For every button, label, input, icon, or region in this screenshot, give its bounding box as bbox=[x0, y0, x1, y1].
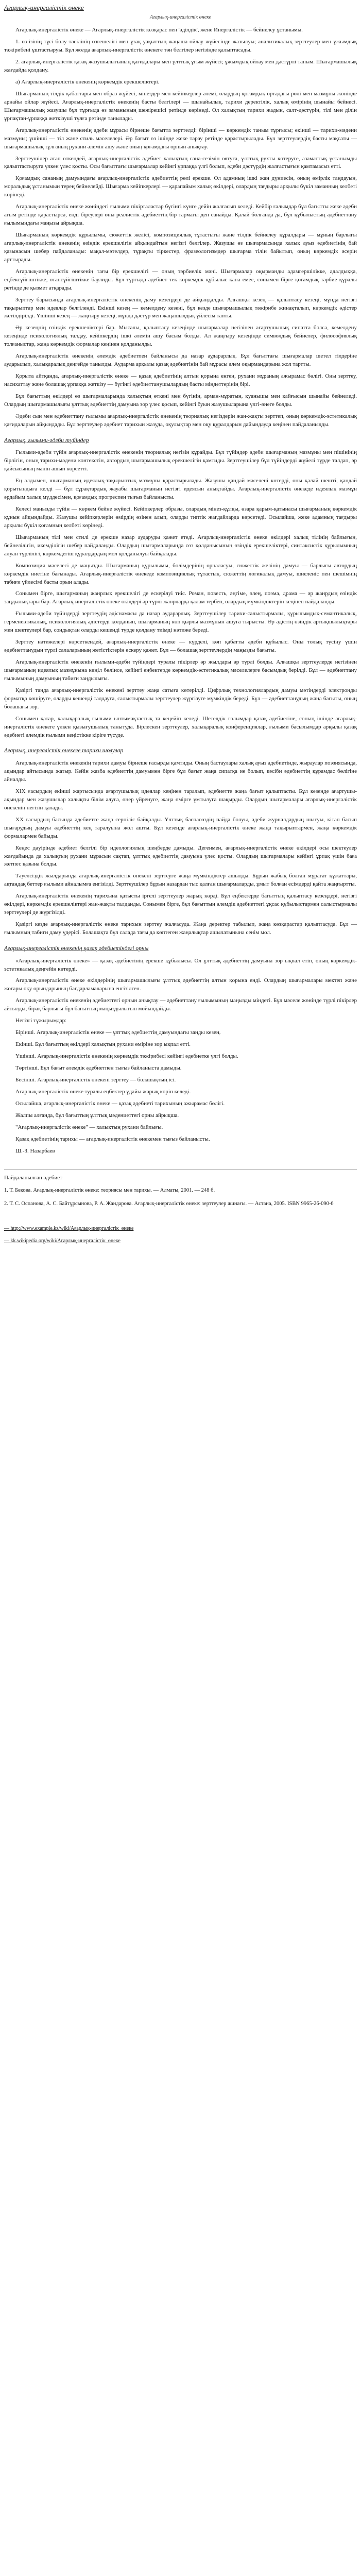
paragraph: "Ағарлық-инергалістік өнеке" — халықтың рухани байлығы. bbox=[15, 1124, 163, 1130]
paragraph: Ағарлық-инергалістік өнеке жөніндегі ғылыми пікірталастар бүгінгі күнге дейін жалғасып келеді. Кейбір ғалымдар бұл бағытты жеке әдеби ағым ретінде қарастырса, енді біреулері оны реалистік әдебиеттің бір тармағы деп санайды. Қалай болғанда да, бұл құбылыстың әдебиеттану ғылымындағы маңызы айрықша. bbox=[4, 204, 357, 227]
article-section bbox=[4, 436, 357, 740]
section-heading: Ағарлық, ғылыми-әдеби түйіндер bbox=[4, 437, 89, 444]
paragraph: Ең алдымен, шығарманың идеялық-тақырыптық мазмұны қарастырылады. Жазушы қандай мәселені көтерді, оны қалай шешті, қандай қорытындыға келді — бұл сұрақтардың жауабы шығарманың негізгі идеясын анықтайды. Ағарлық-инергалістік өнекеде идеялық мазмұн әрдайым халық мүддесімен, қоғамдық прогреспен тығыз байланысты. bbox=[4, 478, 357, 501]
page-subtitle: Ағарлық-инергалістік өнеке bbox=[149, 14, 212, 20]
paragraph: Үшінші. Ағарлық-инергалістік өнекенің көркемдік тәжірибесі кейінгі әдебиетке үлгі болды. bbox=[15, 1053, 238, 1060]
paragraph: Қоғамдық сананың дамуындағы ағарлық-инергалістік әдебиеттің рөлі ерекше. Ол адамның ішкі жан дүниесін, оның өмірлік таңдауын, моральдық ұстанымын терең бейнелейді. Шығарма кейіпкерлері — қарапайым халық өкілдері, олардың тағдыры арқылы бүкіл заманның келбеті көрінеді. bbox=[4, 175, 357, 198]
paragraph: Шығарманың тілі мен стилі де ерекше назар аударуды қажет етеді. Ағарлық-инергалістік өнеке өкілдері халық тілінің байлығын, бейнелілігін, икемділігін шебер пайдаланды. Олардың шығармаларында сөз қолданысының өзіндік ерекшеліктері, синтаксистік құрылымның алуан түрлілігі, көркемдегіш құралдардың мол қолданылуы байқалады. bbox=[4, 534, 357, 557]
paragraph: Бұл бағыттың өкілдері өз шығармаларында халықтың өткені мен бүгінін, арман-мұратын, қуанышы мен қайғысын шынайы бейнеледі. Олардың шығармашылығы ұлттық әдебиеттің дамуына зор үлес қосып, кейінгі буын жазушыларына үлгі-өнеге болды. bbox=[4, 393, 357, 408]
references-title: Пайдаланылған әдебиет bbox=[4, 1175, 62, 1181]
paragraph: Ағарлық-инергалістік өнекенің тарихи дамуы бірнеше ғасырды қамтиды. Оның бастаулары халық ауыз әдебиетінде, жыраулар поэзиясында, ақындар айтысында жатыр. Кейін жазба әдебиеттің дамуымен бірге бұл бағыт жаңа сипатқа ие болып, кәсіби әдебиеттің құрамдас бөлігіне айналды. bbox=[4, 760, 357, 783]
paragraph: Қазіргі таңда ағарлық-инергалістік өнекені зерттеу жаңа сатыға көтерілді. Цифрлық технологиялардың дамуы мәтіндерді электронды форматқа көшіруге, оларды кешенді талдауға, салыстырмалы зерттеулер жүргізуге мүмкіндік береді. Бұл — әдебиеттанудың жаңа бағыты, оның болашағы зор. bbox=[4, 687, 357, 710]
paragraph: Композиция мәселесі де маңызды. Шығарманың құрылымы, бөлімдерінің орналасуы, сюжеттік желінің дамуы — барлығы автордың көркемдік ниетіне бағынады. Ағарлық-инергалістік өнекеде композициялық тұтастық, сюжеттің логикалық дамуы, шиеленіс пен шешімнің табиғи үйлесімі басты орын алады. bbox=[4, 562, 357, 585]
retrieved-link[interactable]: — kk.wikipedia.org/wiki/Ағарлық-инергалістік_өнеке bbox=[4, 1238, 121, 1244]
paragraph: Әдеби сын мен әдебиеттану ғылымы ағарлық-инергалістік өнекенің теориялық негіздерін жан-жақты зерттеп, оның көркемдік-эстетикалық қағидаларын айқындады. Бұл зерттеулер әдебиет тарихын жазуда, оқулықтар мен оқу құралдарын дайындауда кеңінен пайдаланылды. bbox=[4, 413, 357, 428]
reference-item: 2. Т. С. Оспанова, А. С. Байтұрсынова, Р. А. Жандарова. Ағарлық-инергалістік өнеке: зерттеулер жинағы. — Астана, 2005. ISBN 9965-26-090-6 bbox=[4, 1200, 334, 1207]
paragraph: Ғылыми-әдеби түйін ағарлық-инергалістік өнекенің теориялық негізін құрайды. Бұл түйіндер әдеби шығарманың мазмұны мен пішінінің бірлігін, оның тарихи-мәдени контекстін, автордың шығармашылық ерекшелігін қамтиды. Зерттеушілер бұл түйіндерді жүйелі түрде талдап, әр қайсысының мәнін ашып көрсетті. bbox=[4, 449, 357, 472]
paragraph: Зерттеу барысында ағарлық-инергалістік өнекенің даму кезеңдері де айқындалды. Алғашқы кезең — қалыптасу кезеңі, мұнда негізгі тақырыптар мен идеялар белгіленді. Екінші кезең — кемелдену кезеңі, бұл кезде шығармашылық тәжірибе жинақталып, көркемдік әдістер жетілдірілді. Үшінші кезең — жаңғыру кезеңі, мұнда дәстүр мен жаңашылдық үйлесім тапты. bbox=[4, 296, 357, 319]
article-section bbox=[4, 944, 357, 1156]
paragraph: Шығарманың тілдік қабаттары мен образ жүйесі, мінездер мен кейіпкерлер әлемі, олардың қоғамдық ортадағы рөлі мен мазмұны жөнінде арнайы ойлар жүйесі. Ағарлық-инергалістік өнекенің басты белгілері — шынайылық, тарихи деректілік, халық өмірінің шынайы бейнесі. Шығармашылық жазушы бұл тұрғыда өз заманының шежірешісі ретінде көрінеді. Ол халықтың тарихи жадын, салт-дәстүрін, тілі мен ділін ұрпақтан-ұрпаққа жеткізуші тұлға ретінде танылады. bbox=[4, 90, 357, 122]
paragraph: Ағарлық-инергалістік өнекенің әдеби мұрасы бірнеше бағытта зерттелді: бірінші — көркемдік таным тұрғысы; екінші — тарихи-мәдени мазмұны; үшінші — тіл және стиль мәселелері. Әр бағыт өз ішінде жеке тарау ретінде қарастырылады. Бұл зерттеулердің басты мақсаты — шығармашылық тұлғаның рухани әлемін ашу және оның қоғамдағы орнын анықтау. bbox=[4, 127, 357, 150]
section-heading: Ағарлық-инергалістік өнекенің қазақ әдебиетіндегі орны bbox=[4, 945, 149, 952]
references-list bbox=[4, 1187, 357, 1207]
paragraph: «Ағарлық-инергалістік өнеке» — қазақ әдебиетінің ерекше құбылысы. Ол ұлттық әдебиеттің дамуына зор ықпал етіп, оның көркемдік-эстетикалық деңгейін көтерді. bbox=[4, 957, 357, 972]
paragraph: Ағарлық-инергалістік өнекенің тарихына қатысты іргелі зерттеулер жарық көрді. Бұл еңбектерде бағыттың қалыптасу кезеңдері, негізгі өкілдері, көркемдік ерекшеліктері жан-жақты талданды. Сонымен бірге, бұл бағыттың әлемдік әдебиеттегі ұқсас құбылыстармен салыстырмалы зерттеулері де жүргізілді. bbox=[4, 893, 357, 916]
paragraph: Екінші. Бұл бағыттың өкілдері халықтың рухани өміріне зор ықпал етті. bbox=[15, 1041, 191, 1048]
paragraph: 2. ағарлық-инергалістік қазақ жазушылығының қағидалары мен ұлттық ұғым жүйесі; ұжымдық ойлау мен дәстүрлі таным. Шығармашылық жағдайда қолдану. bbox=[4, 59, 357, 74]
paragraph: Қорыта айтқанда, ағарлық-инергалістік өнеке — қазақ әдебиетінің алтын қорына енген, рухани мұраның ажырамас бөлігі. Оны зерттеу, насихаттау және болашақ ұрпаққа жеткізу — бүгінгі әдебиеттанушылардың басты міндеттерінің бірі. bbox=[4, 373, 357, 388]
article-section bbox=[4, 747, 357, 937]
paragraph: Ағарлық-инергалістік өнекенің ғылыми-әдеби түйіндері туралы пікірлер әр жылдары әр түрлі болды. Алғашқы зерттеулерде негізінен шығарманың идеялық мазмұнына көңіл бөлінсе, кейінгі еңбектерде көркемдік-эстетикалық мәселелерге басымдық берілді. Бұл — әдебиеттану ғылымының дамуының табиғи заңдылығы. bbox=[4, 659, 357, 682]
paragraph: Келесі маңызды түйін — көркем бейне жүйесі. Кейіпкерлер образы, олардың мінез-құлқы, өзара қарым-қатынасы шығарманың көркемдік құнын айқындайды. Жазушы кейіпкерлерін өмірдің өзінен алып, оларды типтік жағдайларда көрсетеді. Осылайша, жеке адамның тағдыры арқылы бүкіл қоғамның келбеті көрінеді. bbox=[4, 506, 357, 529]
page-title[interactable]: Ағарлық-инергалістік өнеке bbox=[4, 4, 84, 11]
paragraph: Қазақ әдебиетінің тарихы — ағарлық-инергалістік өнекемен тығыз байланысты. bbox=[15, 1136, 210, 1142]
paragraph: Төртінші. Бұл бағыт әлемдік әдебиетпен тығыз байланыста дамыды. bbox=[15, 1064, 182, 1071]
paragraph: Ғылыми-әдеби түйіндерді зерттеудің әдіснамасы да назар аударарлық. Зерттеушілер тарихи-салыстырмалы, құрылымдық-семантикалық, герменевтикалық, психологиялық әдістерді қолданып, шығарманың көп қырлы мазмұнын ашуға тырысты. Әр әдістің өзіндік артықшылықтары мен шектеулері бар, сондықтан оларды кешенді түрде қолдану тиімді нәтиже береді. bbox=[4, 611, 357, 634]
article-body bbox=[4, 26, 357, 1155]
paragraph: Қазіргі кезде ағарлық-инергалістік өнеке тарихын зерттеу жалғасуда. Жаңа деректер табылып, жаңа көзқарастар қалыптасуда. Бұл — ғылымның табиғи даму үдерісі. Болашақта бұл салада тағы да көптеген жаңалықтар ашылатынына сенім мол. bbox=[4, 921, 357, 936]
reference-item: 1. Т. Бекова. Ағарлық-инергалістік өнеке: теориясы мен тарихы. — Алматы, 2001. — 248 б. bbox=[4, 1188, 215, 1194]
paragraph: Ағарлық-инергалістік өнекенің әлемдік әдебиетпен байланысы да назар аударарлық. Бұл бағыттағы шығармалар шетел тілдеріне аударылып, халықаралық деңгейде танылды. Аударма арқылы қазақ әдебиетінің бай мұрасы әлем оқырмандарына жол тартты. bbox=[4, 353, 357, 368]
references-section bbox=[4, 1170, 357, 1207]
article-section bbox=[4, 26, 357, 429]
paragraph: Ш.-З. Назарбаев bbox=[15, 1147, 55, 1154]
section-heading: Ағарлық, инергалістік өнекеге тарихи шолулар bbox=[4, 748, 124, 754]
paragraph: Ағарлық-инергалістік өнеке өкілдерінің шығармашылығы ұлттық әдебиеттің алтын қорына енді. Олардың шығармалары мектеп және жоғары оқу орындарының бағдарламаларына енгізілген. bbox=[4, 977, 357, 992]
paragraph: ХХ ғасырдың басында әдебиетте жаңа серпіліс байқалды. Ұлттық баспасөздің пайда болуы, әдеби журналдардың шығуы, кітап басып шығарудың дамуы әдебиеттің кең таралуына жол ашты. Бұл кезеңде ағарлық-инергалістік өнеке жаңа тақырыптармен, жаңа көркемдік формалармен байыды. bbox=[4, 816, 357, 839]
paragraph: Ағарлық-инергалістік өнеке — Ағарлық-инергалістік көзқарас пен 'әділдік', жене Инергалістік — бейнелеу ұстанымы. bbox=[15, 27, 303, 33]
page-footer bbox=[4, 1225, 357, 1245]
paragraph: 1. өз-ізінің түсі болу тәсілінің өзгешелігі мен ұзақ уақыттың жаңаша ойлау жүйесінде жазылуы; аналитикалық зерттеулер мен ұжымдық тәжірибені ұштастыруы. Бұл жолда ағарлық-инергалістік өнекеге тән белгілер негізінде қалыптасады. bbox=[4, 39, 357, 54]
paragraph: Осылайша, ағарлық-инергалістік өнеке — қазақ әдебиеті тарихының ажырамас бөлігі. bbox=[15, 1100, 225, 1107]
paragraph: Бірінші. Ағарлық-инергалістік өнеке — ұлттық әдебиеттің дамуындағы заңды кезең. bbox=[15, 1029, 221, 1036]
paragraph: Тәуелсіздік жылдарында ағарлық-инергалістік өнекені зерттеуге жаңа мүмкіндіктер ашылды. Бұрын жабық болған мұрағат құжаттары, ақтаңдақ беттер ғылыми айналымға енгізілді. Зерттеушілер бұрын назардан тыс қалған шығармаларды, ұмыт болған есімдерді қайта жаңғыртты. bbox=[4, 873, 357, 888]
paragraph: Шығарманың көркемдік құрылымы, сюжеттік желісі, композициялық тұтастығы және тілдік бейнелеу құралдары — мұның барлығы ағарлық-инергалістік өнекенің өзіндік ерекшелігін айқындайтын негізгі белгілер. Жазушы өз шығармасында халық ауыз әдебиетінің бай қазынасын шебер пайдаланады: мақал-мәтелдер, тұрақты тіркестер, фразеологизмдер шығарма тілін байытып, оның көркемдік әсерін арттырады. bbox=[4, 232, 357, 263]
paragraph: а) Ағарлық-инергалістік өнекенің көркемдік ерекшеліктері. bbox=[15, 79, 160, 86]
paragraph: Сонымен қатар, халықаралық ғылыми ынтымақтастық та кеңейіп келеді. Шетелдік ғалымдар қазақ әдебиетіне, соның ішінде ағарлық-инергалістік өнекеге үлкен қызығушылық танытуда. Бірлескен зерттеулер, халықаралық конференциялар, ғылыми басылымдар арқылы қазақ әдебиеті әлемдік ғылыми кеңістікке кіріге түсуде. bbox=[4, 715, 357, 738]
article-page bbox=[0, 0, 361, 1256]
paragraph: Бесінші. Ағарлық-инергалістік өнекені зерттеу — болашақтың ісі. bbox=[15, 1076, 176, 1083]
paragraph: ХІХ ғасырдың екінші жартысында ағартушылық идеялар кеңінен таралып, әдебиетте жаңа бағыт қалыптасты. Бұл кезеңде ағартушы-ақындар мен жазушылар халықты білім алуға, өнер үйренуге, жаңа өмірге ұмтылуға шақырды. Олардың шығармалары ағарлық-инергалістік өнекенің негізін қалады. bbox=[4, 788, 357, 811]
paragraph: Әр кезеңнің өзіндік ерекшеліктері бар. Мысалы, қалыптасу кезеңінде шығармалар негізінен ағартушылық сипатта болса, кемелдену кезеңінде психологиялық талдау, кейіпкердің ішкі әлемін ашу басым болды. Ал жаңғыру кезеңінде символдық бейнелер, философиялық толғаныстар, жаңа көркемдік формалар кеңінен қолданылды. bbox=[4, 325, 357, 348]
paragraph: Негізгі тұжырымдар: bbox=[15, 1018, 67, 1024]
paragraph: Ағарлық-инергалістік өнекенің тағы бір ерекшелігі — оның тәрбиелік мәні. Шығармалар оқырманды адамгершілікке, адалдыққа, еңбексүйгіштікке, отансүйгіштікке баулиды. Бұл тұрғыда әдебиет тек көркемдік құбылыс қана емес, сонымен бірге қоғамдық тәрбие құралы ретінде де қызмет атқарады. bbox=[4, 268, 357, 291]
paragraph: Кеңес дәуірінде әдебиет белгілі бір идеологиялық шеңберде дамыды. Дегенмен, ағарлық-инергалістік өнеке өкілдері осы шектеулер жағдайында да халықтың рухани мұрасын сақтап, ұлттық әдебиеттің дамуына үлес қосты. Олардың шығармалары кейінгі ұрпақ үшін баға жетпес қазына болды. bbox=[4, 844, 357, 868]
paragraph: Жалпы алғанда, бұл бағыттың ұлттық мәдениеттегі орны айрықша. bbox=[15, 1112, 179, 1118]
paragraph: Зерттеушілер атап өткендей, ағарлық-инергалістік әдебиет халықтың сана-сезімін оятуға, ұлттық рухты көтеруге, азаматтық ұстанымды қалыптастыруға үлкен үлес қосты. Осы бағыттағы шығармалар кейінгі ұрпаққа үлгі болып, әдеби дәстүрдің жалғастығын қамтамасыз етті. bbox=[4, 155, 357, 170]
paragraph: Ағарлық-инергалістік өнекенің әдебиеттегі орнын анықтау — әдебиеттану ғылымының маңызды міндеті. Бұл мәселе жөнінде түрлі пікірлер айтылды, бірақ барлығы бұл бағыттың маңыздылығын мойындайды. bbox=[4, 997, 357, 1012]
source-link[interactable]: — http://www.example.kz/wiki/Ағарлық-инергалістік_өнеке bbox=[4, 1225, 134, 1231]
paragraph: Ағарлық-инергалістік өнеке туралы еңбектер ұдайы жарық көріп келеді. bbox=[15, 1088, 191, 1095]
paragraph: Сонымен бірге, шығарманың жанрлық ерекшелігі де ескерілуі тиіс. Роман, повесть, әңгіме, өлең, поэма, драма — әр жанрдың өзіндік заңдылықтары бар. Ағарлық-инергалістік өнеке өкілдері әр түрлі жанрларда қалам тербеп, олардың мүмкіндіктерін кеңінен пайдаланды. bbox=[4, 590, 357, 605]
paragraph: Зерттеу нәтижелері көрсеткендей, ағарлық-инергалістік өнеке — күрделі, көп қабатты әдеби құбылыс. Оны толық түсіну үшін әдебиеттанудың түрлі салаларының жетістіктерін ескеру қажет. Бұл — болашақ зерттеулердің маңызды бағыты. bbox=[4, 639, 357, 654]
